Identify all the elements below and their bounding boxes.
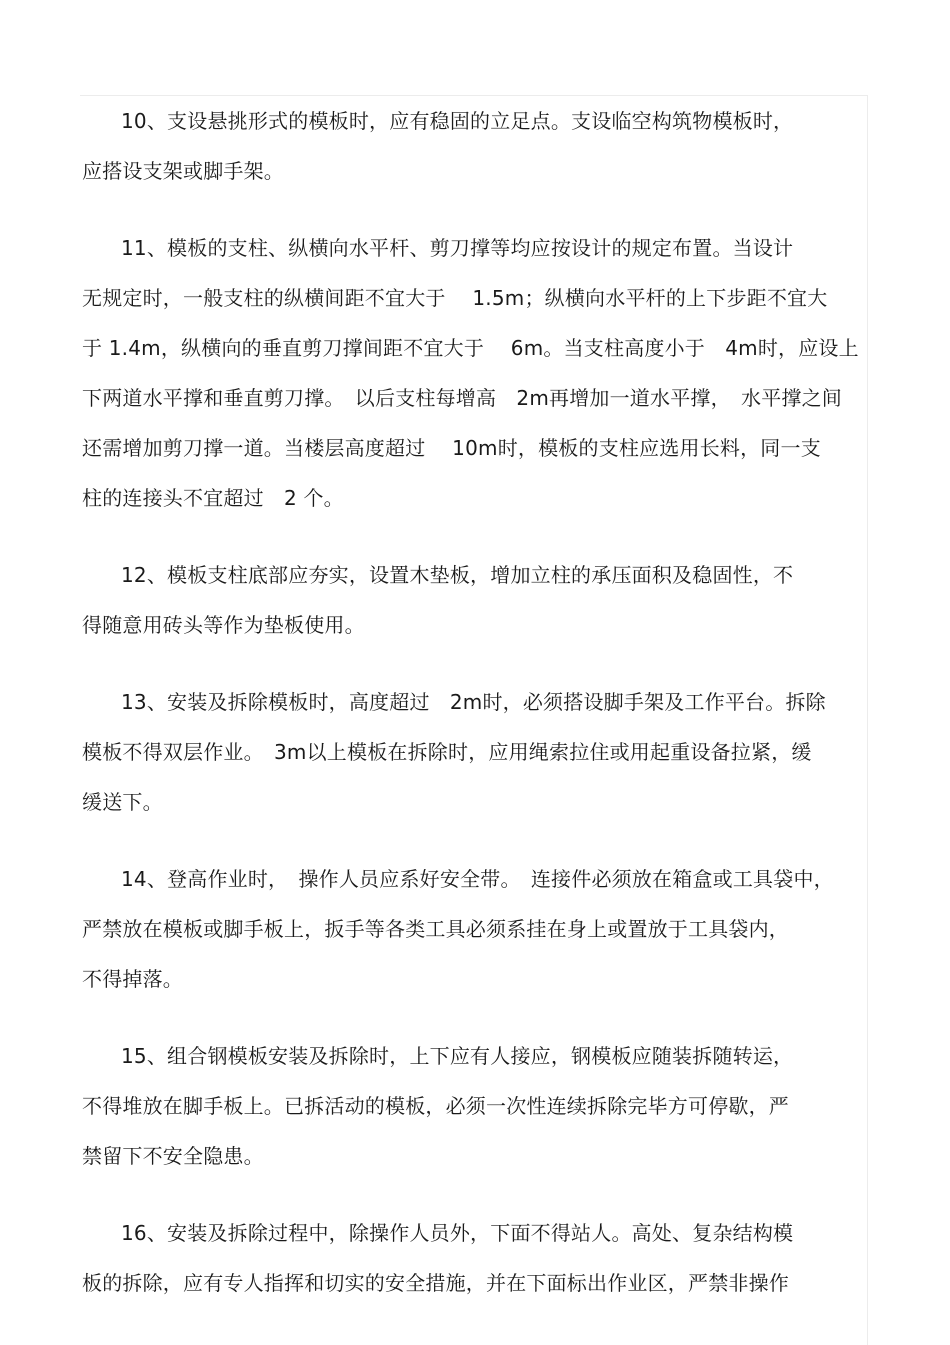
paragraph-15 [82, 1031, 867, 1181]
paragraph-10 [82, 96, 867, 196]
text-line: 板的拆除，应有专人指挥和切实的安全措施，并在下面标出作业区，严禁非操作 [82, 1271, 789, 1295]
text-line: 10、支设悬挑形式的模板时，应有稳固的立足点。支设临空构筑物模板时， [121, 109, 794, 133]
paragraph-11 [82, 223, 867, 523]
text-line: 无规定时，一般支柱的纵横间距不宜大于 1.5m；纵横向水平杆的上下步距不宜大 [82, 286, 828, 310]
text-line: 16、安装及拆除过程中，除操作人员外，下面不得站人。高处、复杂结构模 [121, 1221, 794, 1245]
text-line: 11、模板的支柱、纵横向水平杆、剪刀撑等均应按设计的规定布置。当设计 [121, 236, 794, 260]
text-line: 13、安装及拆除模板时，高度超过 2m时，必须搭设脚手架及工作平台。拆除 [121, 690, 826, 714]
text-line: 模板不得双层作业。 3m以上模板在拆除时，应用绳索拉住或用起重设备拉紧，缓 [82, 740, 812, 764]
text-line: 下两道水平撑和垂直剪刀撑。 以后支柱每增高 2m再增加一道水平撑， 水平撑之间 [82, 386, 843, 410]
text-line: 柱的连接头不宜超过 2 个。 [82, 486, 344, 510]
text-line: 得随意用砖头等作为垫板使用。 [82, 613, 365, 637]
paragraph-12 [82, 550, 867, 650]
paragraph-14 [82, 854, 867, 1004]
paragraph-13 [82, 677, 867, 827]
text-line: 禁留下不安全隐患。 [82, 1144, 264, 1168]
text-line: 缓送下。 [82, 790, 163, 814]
paragraph-16 [82, 1208, 867, 1308]
text-line: 严禁放在模板或脚手板上，扳手等各类工具必须系挂在身上或置放于工具袋内， [82, 917, 789, 941]
text-line: 14、登高作业时， 操作人员应系好安全带。 连接件必须放在箱盒或工具袋中， [121, 867, 834, 891]
text-line: 应搭设支架或脚手架。 [82, 159, 284, 183]
text-line: 于 1.4m，纵横向的垂直剪刀撑间距不宜大于 6m。当支柱高度小于 4m时，应设上 [82, 336, 859, 360]
document-body [82, 96, 867, 1335]
text-line: 12、模板支柱底部应夯实，设置木垫板，增加立柱的承压面积及稳固性，不 [121, 563, 794, 587]
text-line: 还需增加剪刀撑一道。当楼层高度超过 10m时，模板的支柱应选用长料，同一支 [82, 436, 821, 460]
text-line: 不得堆放在脚手板上。已拆活动的模板，必须一次性连续拆除完毕方可停歇，严 [82, 1094, 789, 1118]
text-line: 不得掉落。 [82, 967, 183, 991]
text-line: 15、组合钢模板安装及拆除时，上下应有人接应，钢模板应随装拆随转运， [121, 1044, 794, 1068]
